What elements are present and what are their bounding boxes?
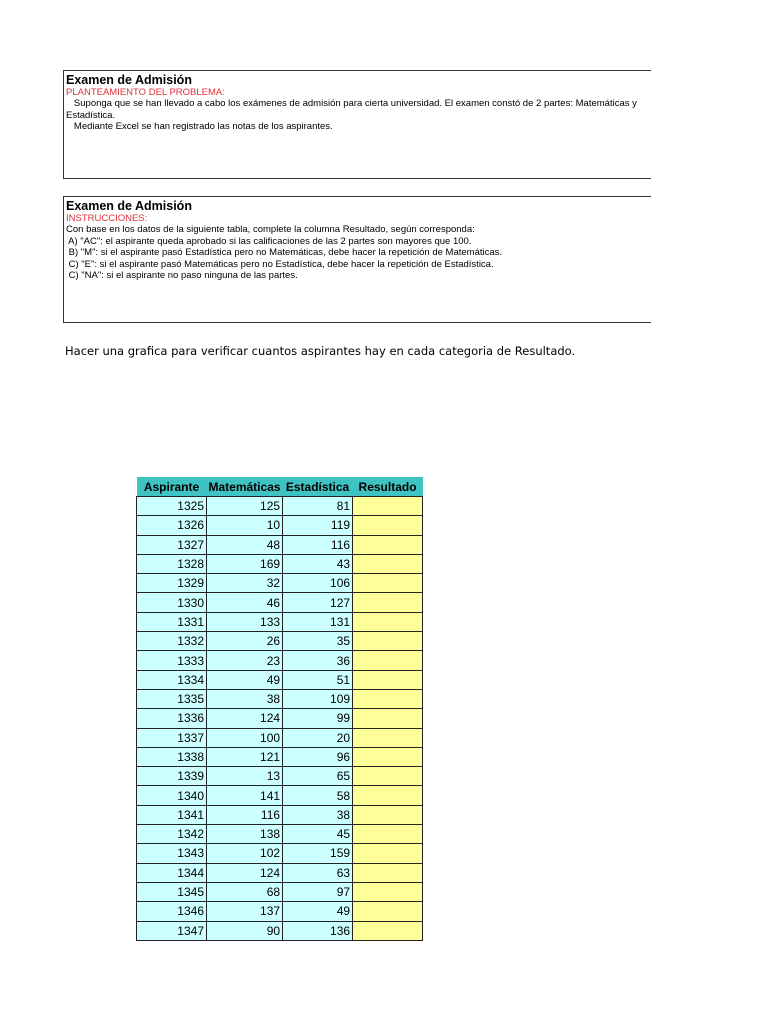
matematicas-cell[interactable]: 38 (207, 689, 283, 708)
aspirante-cell[interactable]: 1345 (137, 882, 207, 901)
matematicas-cell[interactable]: 102 (207, 844, 283, 863)
resultado-cell[interactable] (353, 593, 423, 612)
matematicas-cell[interactable]: 23 (207, 651, 283, 670)
resultado-cell[interactable] (353, 902, 423, 921)
estadistica-cell[interactable]: 51 (283, 670, 353, 689)
resultado-cell[interactable] (353, 632, 423, 651)
resultado-cell[interactable] (353, 497, 423, 516)
aspirante-cell[interactable]: 1330 (137, 593, 207, 612)
resultado-cell[interactable] (353, 535, 423, 554)
table-header-row (137, 477, 423, 497)
matematicas-cell[interactable]: 48 (207, 535, 283, 554)
aspirante-cell[interactable]: 1329 (137, 574, 207, 593)
matematicas-cell[interactable]: 124 (207, 709, 283, 728)
table-row (137, 516, 423, 535)
table-row (137, 747, 423, 766)
matematicas-cell[interactable]: 49 (207, 670, 283, 689)
table-row (137, 670, 423, 689)
aspirante-cell[interactable]: 1341 (137, 805, 207, 824)
estadistica-cell[interactable]: 38 (283, 805, 353, 824)
table-row (137, 497, 423, 516)
aspirante-cell[interactable]: 1339 (137, 767, 207, 786)
box-subtitle: PLANTEAMIENTO DEL PROBLEMA: (66, 87, 225, 98)
matematicas-cell[interactable]: 125 (207, 497, 283, 516)
page-edge (651, 0, 768, 1024)
aspirante-cell[interactable]: 1336 (137, 709, 207, 728)
aspirante-cell[interactable]: 1328 (137, 554, 207, 573)
table-row (137, 786, 423, 805)
header-matematicas: Matemáticas (207, 477, 283, 497)
aspirante-cell[interactable]: 1334 (137, 670, 207, 689)
matematicas-cell[interactable]: 169 (207, 554, 283, 573)
table-row (137, 593, 423, 612)
matematicas-cell[interactable]: 100 (207, 728, 283, 747)
estadistica-cell[interactable]: 136 (283, 921, 353, 940)
matematicas-cell[interactable]: 133 (207, 612, 283, 631)
estadistica-cell[interactable]: 36 (283, 651, 353, 670)
text-line: A) "AC": el aspirante queda aprobado si las calificaciones de las 2 partes son mayores que 100. (66, 235, 472, 247)
aspirante-cell[interactable]: 1342 (137, 825, 207, 844)
table-row (137, 574, 423, 593)
resultado-cell[interactable] (353, 805, 423, 824)
resultado-cell[interactable] (353, 786, 423, 805)
resultado-cell[interactable] (353, 747, 423, 766)
text-line: Mediante Excel se han registrado las notas de los aspirantes. (66, 121, 333, 132)
aspirante-cell[interactable]: 1344 (137, 863, 207, 882)
estadistica-cell[interactable]: 81 (283, 497, 353, 516)
grades-table (136, 477, 423, 941)
table-row (137, 767, 423, 786)
table-row (137, 863, 423, 882)
matematicas-cell[interactable]: 90 (207, 921, 283, 940)
table-row (137, 825, 423, 844)
box-subtitle: INSTRUCCIONES: (66, 213, 148, 224)
resultado-cell[interactable] (353, 767, 423, 786)
resultado-cell[interactable] (353, 863, 423, 882)
aspirante-cell[interactable]: 1335 (137, 689, 207, 708)
estadistica-cell[interactable]: 45 (283, 825, 353, 844)
matematicas-cell[interactable]: 26 (207, 632, 283, 651)
resultado-cell[interactable] (353, 921, 423, 940)
table-row (137, 805, 423, 824)
matematicas-cell[interactable]: 68 (207, 882, 283, 901)
text-line: Con base en los datos de la siguiente tabla, complete la columna Resultado, según corresponda: (66, 224, 475, 235)
matematicas-cell[interactable]: 141 (207, 786, 283, 805)
table-row (137, 689, 423, 708)
instructions-box (63, 196, 664, 323)
text-line: C) "E": si el aspirante pasó Matemáticas pero no Estadística, debe hacer la repetición de Estadística. (66, 258, 494, 270)
header-aspirante: Aspirante (137, 477, 207, 497)
table-row (137, 612, 423, 631)
table-row (137, 728, 423, 747)
chart-instruction: Hacer una grafica para verificar cuantos aspirantes hay en cada categoria de Resultado. (65, 344, 576, 358)
table-row (137, 709, 423, 728)
estadistica-cell[interactable]: 99 (283, 709, 353, 728)
matematicas-cell[interactable]: 46 (207, 593, 283, 612)
estadistica-cell[interactable]: 43 (283, 554, 353, 573)
estadistica-cell[interactable]: 49 (283, 902, 353, 921)
estadistica-cell[interactable]: 109 (283, 689, 353, 708)
matematicas-cell[interactable]: 10 (207, 516, 283, 535)
aspirante-cell[interactable]: 1327 (137, 535, 207, 554)
resultado-cell[interactable] (353, 728, 423, 747)
resultado-cell[interactable] (353, 825, 423, 844)
aspirante-cell[interactable]: 1340 (137, 786, 207, 805)
estadistica-cell[interactable]: 106 (283, 574, 353, 593)
resultado-cell[interactable] (353, 882, 423, 901)
estadistica-cell[interactable]: 131 (283, 612, 353, 631)
estadistica-cell[interactable]: 63 (283, 863, 353, 882)
aspirante-cell[interactable]: 1331 (137, 612, 207, 631)
matematicas-cell[interactable]: 32 (207, 574, 283, 593)
matematicas-cell[interactable]: 121 (207, 747, 283, 766)
resultado-cell[interactable] (353, 670, 423, 689)
resultado-cell[interactable] (353, 516, 423, 535)
text-line: B) "M": si el aspirante pasó Estadística pero no Matemáticas, debe hacer la repetición de Matemáticas. (66, 247, 503, 258)
table-row (137, 651, 423, 670)
table-row (137, 535, 423, 554)
matematicas-cell[interactable]: 124 (207, 863, 283, 882)
resultado-cell[interactable] (353, 574, 423, 593)
problem-statement-box (63, 70, 664, 179)
aspirante-cell[interactable]: 1332 (137, 632, 207, 651)
aspirante-cell[interactable]: 1347 (137, 921, 207, 940)
aspirante-cell[interactable]: 1343 (137, 844, 207, 863)
text-line: Suponga que se han llevado a cabo los exámenes de admisión para cierta universidad. El examen constó de 2 partes: Matemáticas y (66, 98, 637, 109)
matematicas-cell[interactable]: 116 (207, 805, 283, 824)
resultado-cell[interactable] (353, 612, 423, 631)
resultado-cell[interactable] (353, 844, 423, 863)
resultado-cell[interactable] (353, 689, 423, 708)
box-title: Examen de Admisión (66, 199, 192, 213)
text-line: Estadística. (66, 109, 116, 121)
resultado-cell[interactable] (353, 554, 423, 573)
matematicas-cell[interactable]: 13 (207, 767, 283, 786)
table-row (137, 554, 423, 573)
aspirante-cell[interactable]: 1325 (137, 497, 207, 516)
header-estadistica: Estadística (283, 477, 353, 497)
resultado-cell[interactable] (353, 709, 423, 728)
estadistica-cell[interactable]: 20 (283, 728, 353, 747)
estadistica-cell[interactable]: 159 (283, 844, 353, 863)
aspirante-cell[interactable]: 1338 (137, 747, 207, 766)
estadistica-cell[interactable]: 58 (283, 786, 353, 805)
box-title: Examen de Admisión (66, 73, 192, 87)
aspirante-cell[interactable]: 1337 (137, 728, 207, 747)
estadistica-cell[interactable]: 65 (283, 767, 353, 786)
resultado-cell[interactable] (353, 651, 423, 670)
table-row (137, 882, 423, 901)
matematicas-cell[interactable]: 138 (207, 825, 283, 844)
matematicas-cell[interactable]: 137 (207, 902, 283, 921)
aspirante-cell[interactable]: 1333 (137, 651, 207, 670)
estadistica-cell[interactable]: 97 (283, 882, 353, 901)
estadistica-cell[interactable]: 116 (283, 535, 353, 554)
estadistica-cell[interactable]: 96 (283, 747, 353, 766)
text-line: C) "NA": si el aspirante no paso ninguna de las partes. (66, 270, 298, 281)
table-row (137, 844, 423, 863)
estadistica-cell[interactable]: 127 (283, 593, 353, 612)
header-resultado: Resultado (353, 477, 423, 497)
estadistica-cell[interactable]: 119 (283, 516, 353, 535)
table-row (137, 632, 423, 651)
table-row (137, 902, 423, 921)
aspirante-cell[interactable]: 1346 (137, 902, 207, 921)
estadistica-cell[interactable]: 35 (283, 632, 353, 651)
aspirante-cell[interactable]: 1326 (137, 516, 207, 535)
table-row (137, 921, 423, 940)
